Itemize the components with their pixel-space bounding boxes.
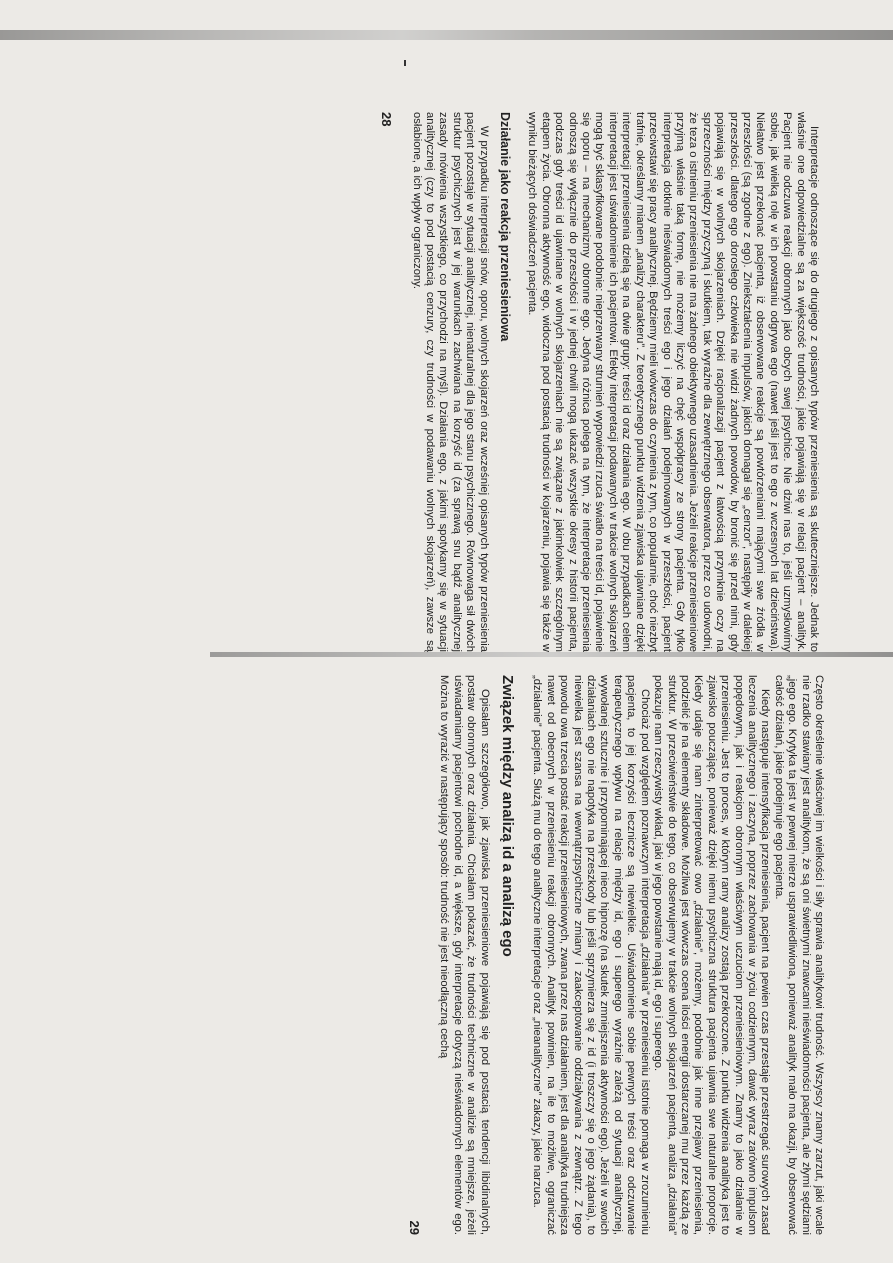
page-28 bbox=[70, 112, 820, 652]
section-heading: Związek między analizą id a analizą ego bbox=[499, 675, 517, 957]
scan-edge-middle bbox=[210, 652, 893, 657]
page-28-body bbox=[380, 112, 820, 652]
paragraph: Opisałam szczegółowo, jak zjawiska przeniesieniowe pojawiają się pod postacią tendencji libidinalnych, postaw obronnych oraz działania. Chciałam pokazać, że trudności techniczne w analizie są mniejsze, jeżeli uświadamiamy pacjentowi pochodne id, a większe, gdy interpretacje dotyczą nieświadomych elementów ego. Można to wyrazić w następujący sposób: trudność nie jest nieodłączną cechą bbox=[438, 675, 491, 1235]
paragraph: Kiedy następuje intensyfikacja przeniesienia, pacjent na pewien czas przestaje przestrzegać surowych zasad leczenia analitycznego i zaczyna, poprzez zachowania w życiu codziennym, dawać wyraz zarówno impulsom popędowym, jak i reakcjom obronnym właściwym uczuciom przeniesieniowym. Znamy to jako działanie w przeniesieniu. Jest to proces, w którym ramy analizy zostają przekroczone. Z punktu widzenia analityka jest to zjawisko pouczające, ponieważ dzięki niemu psychiczna struktura pacjenta ujawnia swe naturalne proporcje. Kiedy udaje się nam zinterpretować owo „działanie”, możemy, podobnie jak inne przejawy przeniesienia, podzielić je na elementy składowe. Możliwa jest wówczas ocena ilości energii dostarczanej mu przez każdą ze struktur. W przeciwieństwie do tego, co obserwujemy w trakcie wolnych skojarzeń pacjenta, analiza „działania” pokazuje nam rzeczywisty wkład, jaki w jego powstanie mają id, ego i superego. bbox=[652, 675, 772, 1235]
page-number: 28 bbox=[379, 112, 395, 127]
page-29-body bbox=[408, 675, 825, 1235]
paragraph: Chociaż pod względem poznawczym interpretacja „działania” w przeniesieniu istotnie pomaga w zrozumieniu pacjenta, to jej korzyści lecznicze są niewielkie. Uświadomienie sobie pewnych treści oraz odczuwanie terapeutycznego wpływu na relacje między id, ego i superego wyraźnie zależą od sytuacji analitycznej, wywołanej sztucznie i przypominającej nieco hipnozę (na skutek zmniejszenia aktywności ego). Jeżeli w swoich działaniach ego nie napotyka na przeszkody lub jeśli sprzymierza się z id (i troszczy się o jego żądania), to niewielka jest szansa na wewnątrzpsychiczne zmiany i zaakceptowanie oddziaływania z zewnątrz. Z tego powodu owa trzecia postać reakcji przeniesieniowych, zwana przez nas działaniem, jest dla analityka trudniejsza nawet od obecnych w przeniesieniu reakcji obronnych. Analityk powinien, na ile to możliwe, ograniczać „działanie” pacjenta. Służą mu do tego analityczne interpretacje oraz „nieanalityczne” zakazy, jakie narzuca. bbox=[531, 675, 651, 1235]
paragraph: W przypadku interpretacji snów, oporu, wolnych skojarzeń oraz wcześniej opisanych typów przeniesienia pacjent pozostaje w sytuacji analitycznej, nienaturalnej dla jego stanu psychicznego. Równowaga sił dwóch struktur psychicznych jest w jej warunkach zachwiana na korzyść id (za sprawą snu bądź analitycznej zasady mówienia wszystkiego, co przychodzi na myśl). Działania ego, z jakimi spotykamy się w sytuacji analitycznej (czy to pod postacią cenzury, czy trudności w podawaniu wolnych skojarzeń), zawsze są osłabione, a ich wpływ ograniczony. bbox=[410, 112, 490, 652]
page-number: 29 bbox=[407, 1220, 423, 1235]
scan-edge-top bbox=[0, 30, 893, 40]
section-heading: Działanie jako reakcja przeniesieniowa bbox=[498, 112, 513, 342]
paragraph: Interpretacje odnoszące się do drugiego z opisanych typów przeniesienia są skuteczniejsze. Jednak to właśnie one odpowiedzialne są za większość trudności, jakie pojawiają się w relacji pacjent – analityk. Pacjent nie odczuwa reakcji obronnych jako obcych swej psychice. Nie dziwi nas to, jeśli uzmysłowimy sobie, jak wielką rolę w ich powstaniu odgrywa ego (nawet jeśli jest to ego z wczesnych lat dzieciństwa). Niełatwo jest przekonać pacjenta, iż obserwowane reakcje są powtórzeniami mającymi swe źródła w przeszłości (są zgodne z ego). Zniekształcenia impulsów, jakich domagał się „cenzor”, następiły w dalekiej przeszłości. dlatego ego dorosłego człowieka nie widzi żadnych powodów, by bronić się przed nimi, gdy pojawiają się w wolnych skojarzeniach. Dzięki racjonalizacji pacjent z łatwością przymknie oczy na sprzeczności między przyczyną i skutkiem, tak wyraźne dla zewnętrznego obserwatora, przez co udowodni, że teza o istnieniu przeniesienia nie ma żadnego obiektywnego uzasadnienia. Jeżeli reakcje przeniesieniowe przyjmą właśnie taką formę, nie możemy liczyć na chęć współpracy ze strony pacjenta. Gdy tylko interpretacja dotknie nieświadomych treści ego i jego działań podejmowanych w przeszłości, pacjent przeciwstawi się pracy analitycznej. Będziemy mieli wówczas do czynienia z tym, co popularnie, choć niezbyt trafnie, określamy mianem „analizy charakteru”. Z teoretycznego punktu widzenia zjawiska ujawniane dzięki interpretacji przeniesienia dzielą się na dwie grupy: treści id oraz działania ego. W obu przypadkach celem interpretacji jest uświadomienie ich pacjentowi. Efekty interpretacji podawanych w trakcie wolnych skojarzeń mogą być sklasyfikowane podobnie: nieprzerwany strumień wypowiedzi rzuca światło na treści id, pojawienie się oporu – na mechanizmy obronne ego. Jedyna różnica polega na tym, że interpretacje przeniesienia odnoszą się wyłącznie do przeszłości i w jednej chwili mogą ukazać wszystkie okresy z historii pacjenta, podczas gdy treści id ujawniane w wolnych skojarzeniach nie są związane z jakimkolwiek szczególnym etapem życia. Obronna aktywność ego, widoczna pod postacią trudności w kojarzeniu, pojawia się także w wyniku bieżących doświadczeń pacjenta. bbox=[526, 112, 820, 652]
paragraph: Często określenie właściwej im wielkości i siły sprawia analitykowi trudność. Wszyscy znamy zarzut, jaki wcale nie rzadko stawiany jest analitykom, że są oni świetnymi znawcami nieświadomości pacjenta, ale złymi sędziami „jego ego. Krytyka ta jest w pewnej mierze usprawiedliwiona, ponieważ analityk mało ma okazji, by obserwować całość działań, jakie podejmuje ego pacjenta. bbox=[772, 675, 825, 1235]
scan-mark bbox=[404, 60, 406, 66]
page-29 bbox=[70, 675, 825, 1235]
